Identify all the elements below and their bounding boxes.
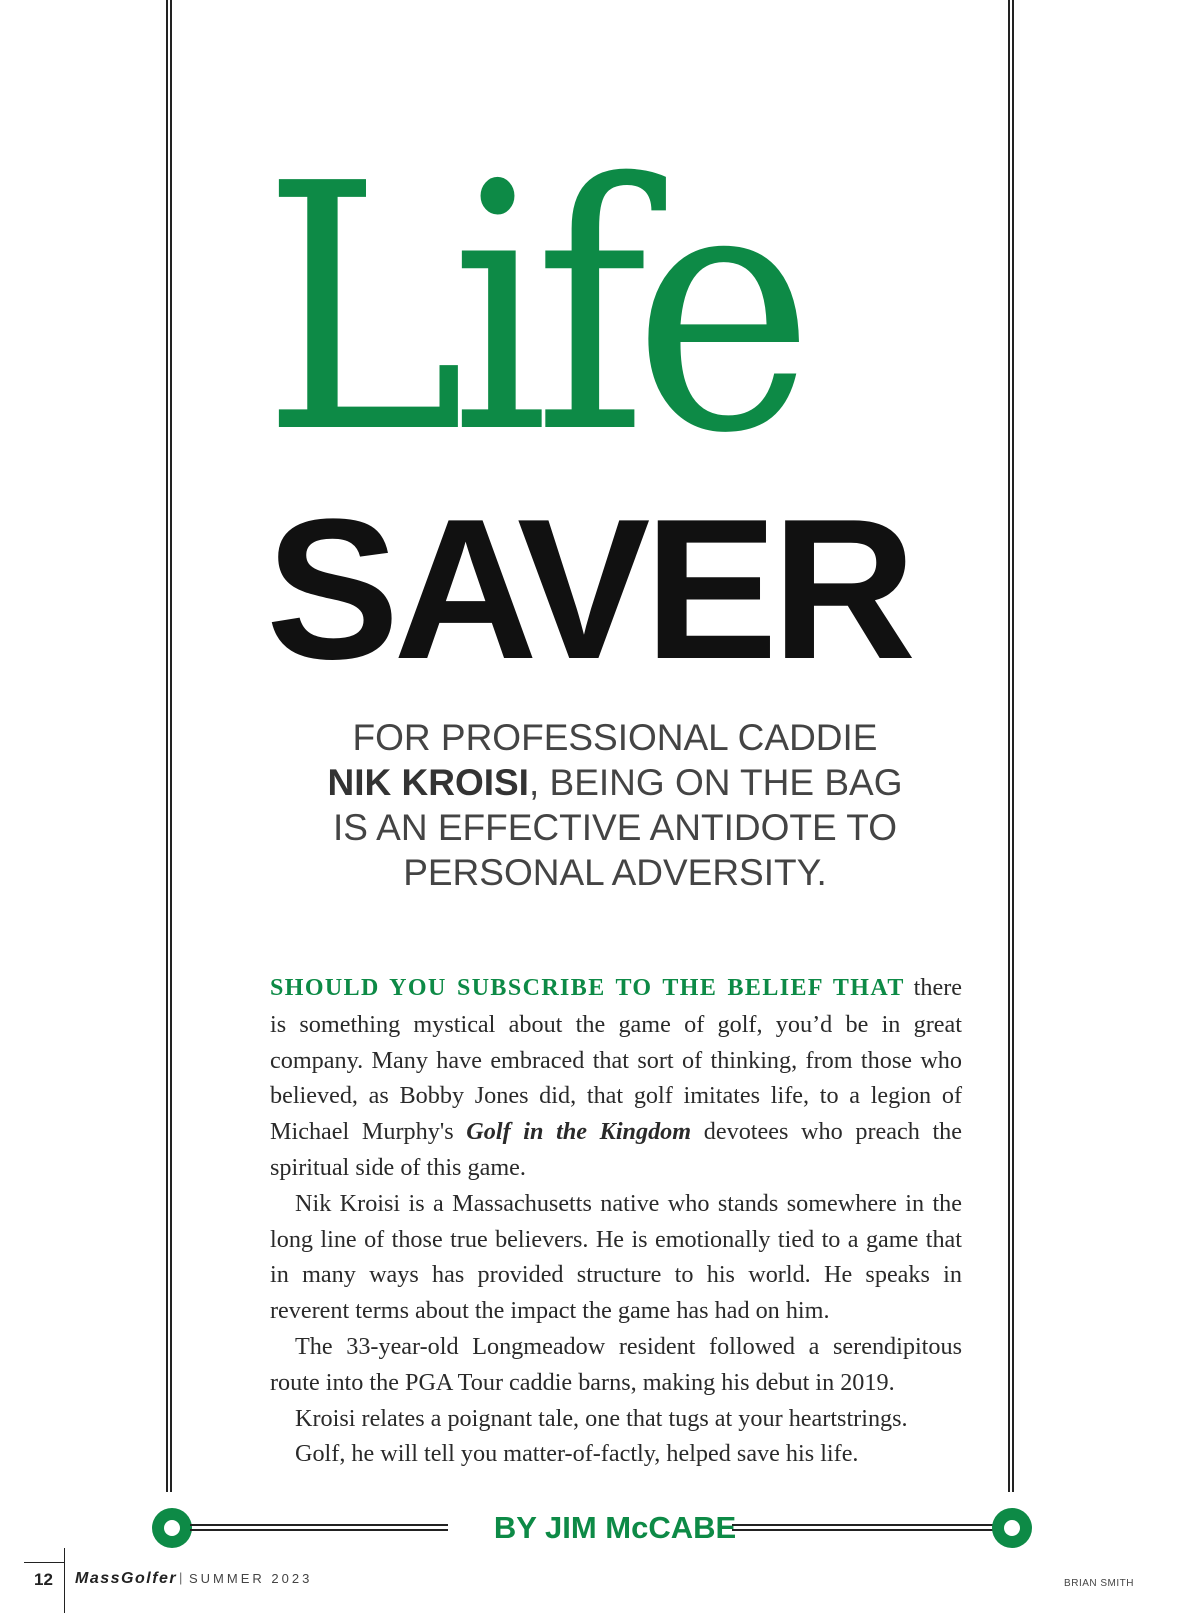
crop-mark-horizontal <box>24 1562 64 1563</box>
headline-life: Life <box>262 112 800 508</box>
book-title: Golf in the Kingdom <box>466 1118 692 1146</box>
deck-line-3: IS AN EFFECTIVE ANTIDOTE TO <box>332 807 897 848</box>
issue-date: SUMMER 2023 <box>189 1571 313 1586</box>
footer-separator: | <box>179 1570 183 1585</box>
body-paragraph-1-a: there is something mystical about the game of golf, you’d be in great company. Many have embraced that sort of thinking, from those who believed, as Bobby Jones did, that golf imitates life, to a legion of Michael Murphy's <box>270 974 963 1146</box>
deck-subject-name: NIK KROISI <box>327 762 529 803</box>
frame-rule-right <box>1008 0 1014 1492</box>
byline: BY JIM McCABE <box>493 1510 737 1545</box>
byline-rule-right <box>732 1524 994 1531</box>
ring-ornament-left <box>152 1508 192 1548</box>
body-paragraph-2: Nik Kroisi is a Massachusetts native who stands somewhere in the long line of those true believers. He is emotionally tied to a game that in many ways has provided structure to his world. He speaks in reverent terms about the impact the game has had on him. <box>270 1189 962 1325</box>
byline-rule-left <box>190 1524 448 1531</box>
frame-rule-left <box>166 0 172 1492</box>
article-body <box>270 970 962 1472</box>
deck-line-2-rest: , BEING ON THE BAG <box>528 762 903 803</box>
deck-line-4: PERSONAL ADVERSITY. <box>403 852 827 893</box>
headline-saver: SAVER <box>266 478 911 701</box>
page-number: 12 <box>34 1570 53 1589</box>
magazine-name: MassGolfer <box>75 1570 178 1587</box>
crop-mark-vertical <box>64 1548 65 1613</box>
lead-in: SHOULD YOU SUBSCRIBE TO THE BELIEF THAT <box>270 975 905 1001</box>
body-paragraph-1 <box>270 970 962 1186</box>
deck-subtitle <box>255 715 975 895</box>
deck-line-2 <box>255 760 975 805</box>
body-paragraph-4: Kroisi relates a poignant tale, one that tugs at your heartstrings. <box>295 1404 908 1432</box>
deck-line-1: FOR PROFESSIONAL CADDIE <box>352 717 878 758</box>
body-paragraph-5: Golf, he will tell you matter-of-factly, helped save his life. <box>295 1440 859 1468</box>
body-paragraph-1-b: devotees who preach the spiritual side of this game. <box>270 1118 963 1181</box>
body-paragraph-3: The 33-year-old Longmeadow resident followed a serendipitous route into the PGA Tour caddie barns, making his debut in 2019. <box>270 1332 962 1396</box>
photo-credit: BRIAN SMITH <box>1064 1578 1134 1589</box>
ring-ornament-right <box>992 1508 1032 1548</box>
